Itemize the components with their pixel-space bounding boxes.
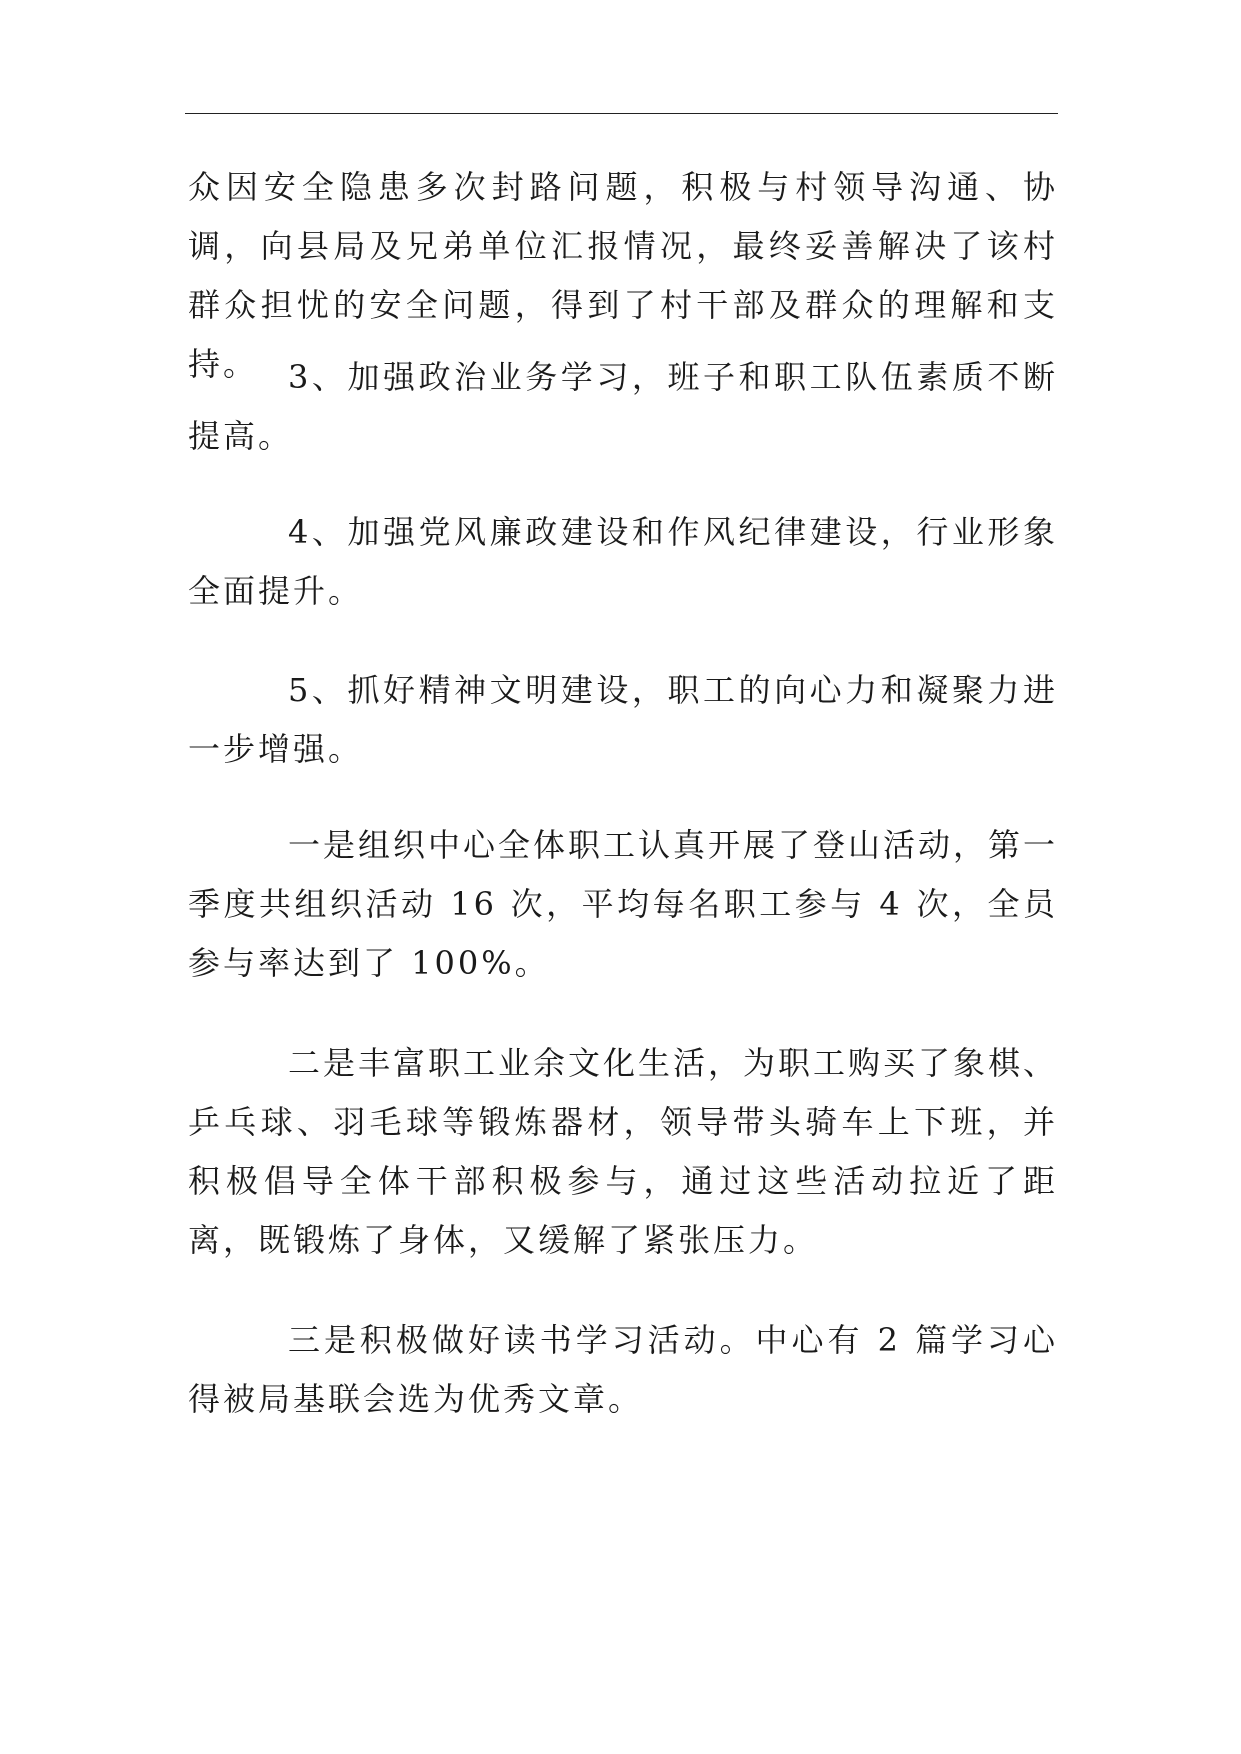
- paragraph-first-point: 一是组织中心全体职工认真开展了登山活动，第一季度共组织活动 16 次，平均每名职工参与 4 次，全员参与率达到了 100%。: [188, 826, 1059, 982]
- paragraph-second-point: 二是丰富职工业余文化生活，为职工购买了象棋、乒乓球、羽毛球等锻炼器材，领导带头骑车上下班，并积极倡导全体干部积极参与，通过这些活动拉近了距离，既锻炼了身体，又缓解了紧张压力。: [188, 1044, 1059, 1259]
- paragraph-item-3: 3、加强政治业务学习，班子和职工队伍素质不断提高。: [188, 358, 1058, 455]
- paragraph-continued: 众因安全隐患多次封路问题，积极与村领导沟通、协调，向县局及兄弟单位汇报情况，最终妥善解决了该村群众担忧的安全问题，得到了村干部及群众的理解和支持。: [188, 168, 1058, 383]
- paragraph-item-4: 4、加强党风廉政建设和作风纪律建设，行业形象全面提升。: [188, 513, 1058, 610]
- header-rule: [185, 113, 1058, 114]
- paragraph-third-point: 三是积极做好读书学习活动。中心有 2 篇学习心得被局基联会选为优秀文章。: [188, 1321, 1058, 1418]
- paragraph-item-5: 5、抓好精神文明建设，职工的向心力和凝聚力进一步增强。: [188, 671, 1058, 768]
